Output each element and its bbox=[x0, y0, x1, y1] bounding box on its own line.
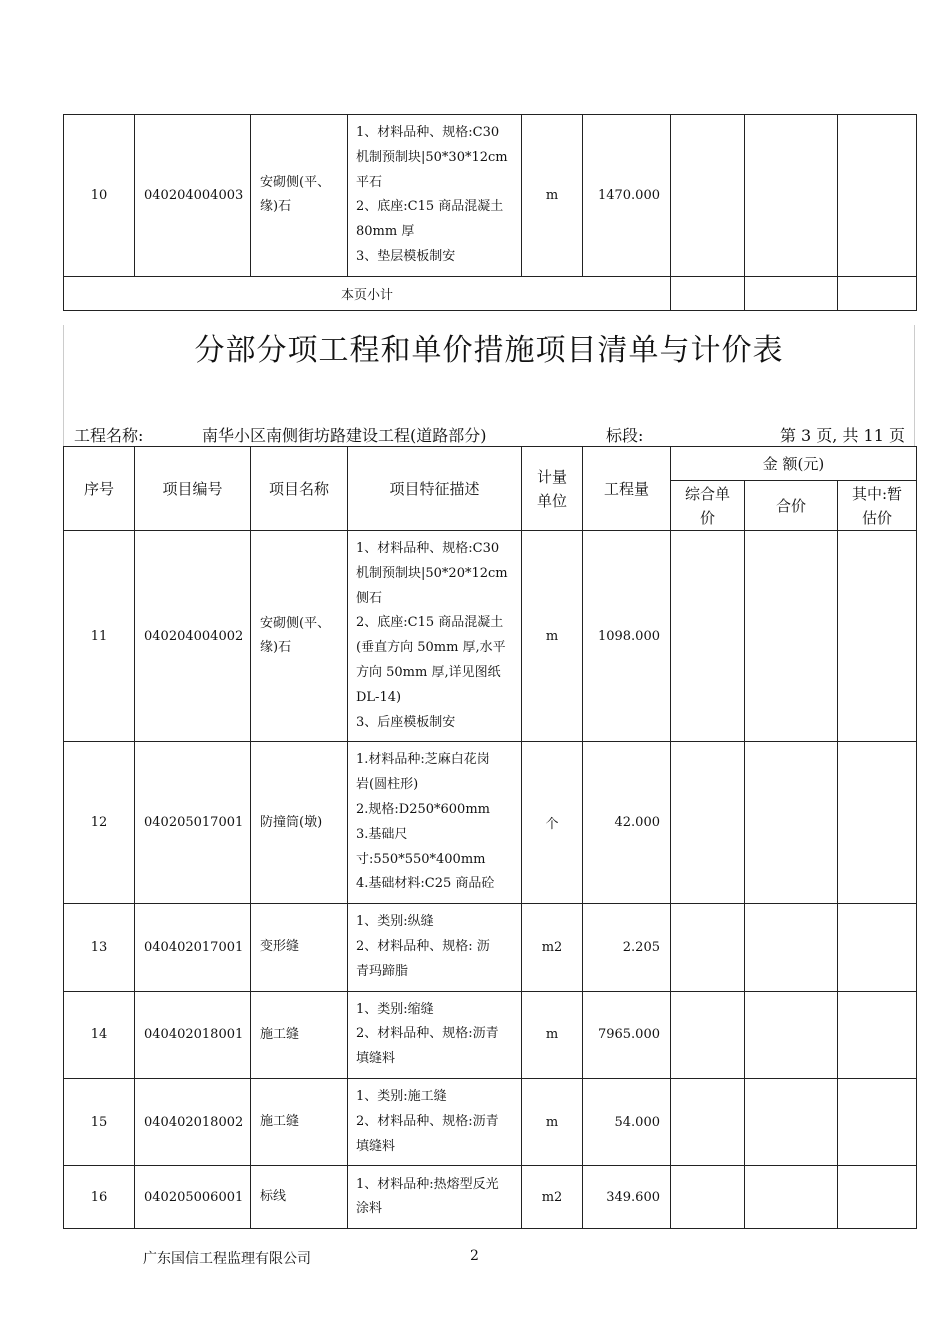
unit-cell: m2 bbox=[522, 904, 583, 991]
qty-cell: 2.205 bbox=[583, 904, 671, 991]
table-row bbox=[64, 742, 917, 904]
subtotal-label: 本页小计 bbox=[64, 276, 671, 310]
qty-cell: 42.000 bbox=[583, 742, 671, 904]
name-cell: 施工缝 bbox=[251, 1078, 348, 1165]
unit-price-cell bbox=[671, 115, 745, 277]
header-amount: 金 额(元) bbox=[671, 447, 917, 481]
header-provisional: 其中:暂估价 bbox=[838, 481, 917, 531]
unit-cell: m bbox=[522, 531, 583, 742]
seq-cell: 15 bbox=[64, 1078, 135, 1165]
unit-cell: m bbox=[522, 991, 583, 1078]
items-table bbox=[63, 446, 917, 1229]
header-qty: 工程量 bbox=[583, 447, 671, 531]
name-cell: 施工缝 bbox=[251, 991, 348, 1078]
project-label: 工程名称: bbox=[74, 426, 144, 445]
page-info: 第 3 页, 共 11 页 bbox=[779, 426, 905, 445]
header-total: 合价 bbox=[745, 481, 838, 531]
seq-cell: 14 bbox=[64, 991, 135, 1078]
unit-cell: m bbox=[522, 115, 583, 277]
header-row bbox=[64, 447, 917, 481]
desc-cell: 1、类别:纵缝 2、材料品种、规格: 沥 青玛蹄脂 bbox=[348, 904, 522, 991]
name-cell: 安砌侧(平、缘)石 bbox=[251, 115, 348, 277]
unit-cell: m2 bbox=[522, 1166, 583, 1229]
unit-cell: m bbox=[522, 1078, 583, 1165]
desc-cell: 1、材料品种:热熔型反光 涂料 bbox=[348, 1166, 522, 1229]
footer-company: 广东国信工程监理有限公司 bbox=[143, 1251, 311, 1267]
table-row bbox=[64, 1078, 917, 1165]
header-unit-price: 综合单价 bbox=[671, 481, 745, 531]
code-cell: 040402018001 bbox=[135, 991, 251, 1078]
table-row bbox=[64, 1166, 917, 1229]
project-name: 南华小区南侧街坊路建设工程(道路部分) bbox=[202, 426, 487, 445]
table-row bbox=[64, 904, 917, 991]
total-cell bbox=[745, 115, 838, 277]
header-name: 项目名称 bbox=[251, 447, 348, 531]
desc-cell: 1、材料品种、规格:C30 机制预制块|50*20*12cm 侧石 2、底座:C15 商品混凝土 (垂直方向 50mm 厚,水平 方向 50mm 厚,详见图纸 DL-14) 3、后座模板制安 bbox=[348, 531, 522, 742]
qty-cell: 1470.000 bbox=[583, 115, 671, 277]
code-cell: 040205017001 bbox=[135, 742, 251, 904]
code-cell: 040205006001 bbox=[135, 1166, 251, 1229]
seq-cell: 12 bbox=[64, 742, 135, 904]
subtotal-row bbox=[64, 276, 917, 310]
name-cell: 安砌侧(平、缘)石 bbox=[251, 531, 348, 742]
code-cell: 040402017001 bbox=[135, 904, 251, 991]
table-row bbox=[64, 115, 917, 277]
unit-cell: 个 bbox=[522, 742, 583, 904]
previous-page-table bbox=[63, 114, 917, 311]
code-cell: 040204004003 bbox=[135, 115, 251, 277]
provisional-cell bbox=[838, 115, 917, 277]
header-desc: 项目特征描述 bbox=[348, 447, 522, 531]
desc-cell: 1、类别:施工缝 2、材料品种、规格:沥青 填缝料 bbox=[348, 1078, 522, 1165]
name-cell: 防撞筒(墩) bbox=[251, 742, 348, 904]
seq-cell: 11 bbox=[64, 531, 135, 742]
qty-cell: 1098.000 bbox=[583, 531, 671, 742]
qty-cell: 349.600 bbox=[583, 1166, 671, 1229]
qty-cell: 54.000 bbox=[583, 1078, 671, 1165]
name-cell: 标线 bbox=[251, 1166, 348, 1229]
desc-cell: 1、材料品种、规格:C30 机制预制块|50*30*12cm 平石 2、底座:C15 商品混凝土 80mm 厚 3、垫层模板制安 bbox=[348, 115, 522, 277]
seq-cell: 16 bbox=[64, 1166, 135, 1229]
section-label: 标段: bbox=[606, 426, 644, 445]
code-cell: 040402018002 bbox=[135, 1078, 251, 1165]
header-code: 项目编号 bbox=[135, 447, 251, 531]
code-cell: 040204004002 bbox=[135, 531, 251, 742]
desc-cell: 1、类别:缩缝 2、材料品种、规格:沥青 填缝料 bbox=[348, 991, 522, 1078]
qty-cell: 7965.000 bbox=[583, 991, 671, 1078]
header-seq: 序号 bbox=[64, 447, 135, 531]
table-row bbox=[64, 531, 917, 742]
seq-cell: 10 bbox=[64, 115, 135, 277]
desc-cell: 1.材料品种:芝麻白花岗 岩(圆柱形) 2.规格:D250*600mm 3.基础尺 寸:550*550*400mm 4.基础材料:C25 商品砼 bbox=[348, 742, 522, 904]
table-row bbox=[64, 991, 917, 1078]
seq-cell: 13 bbox=[64, 904, 135, 991]
page-title: 分部分项工程和单价措施项目清单与计价表 bbox=[194, 333, 784, 368]
name-cell: 变形缝 bbox=[251, 904, 348, 991]
header-unit: 计量单位 bbox=[522, 447, 583, 531]
footer-page-number: 2 bbox=[470, 1248, 479, 1264]
